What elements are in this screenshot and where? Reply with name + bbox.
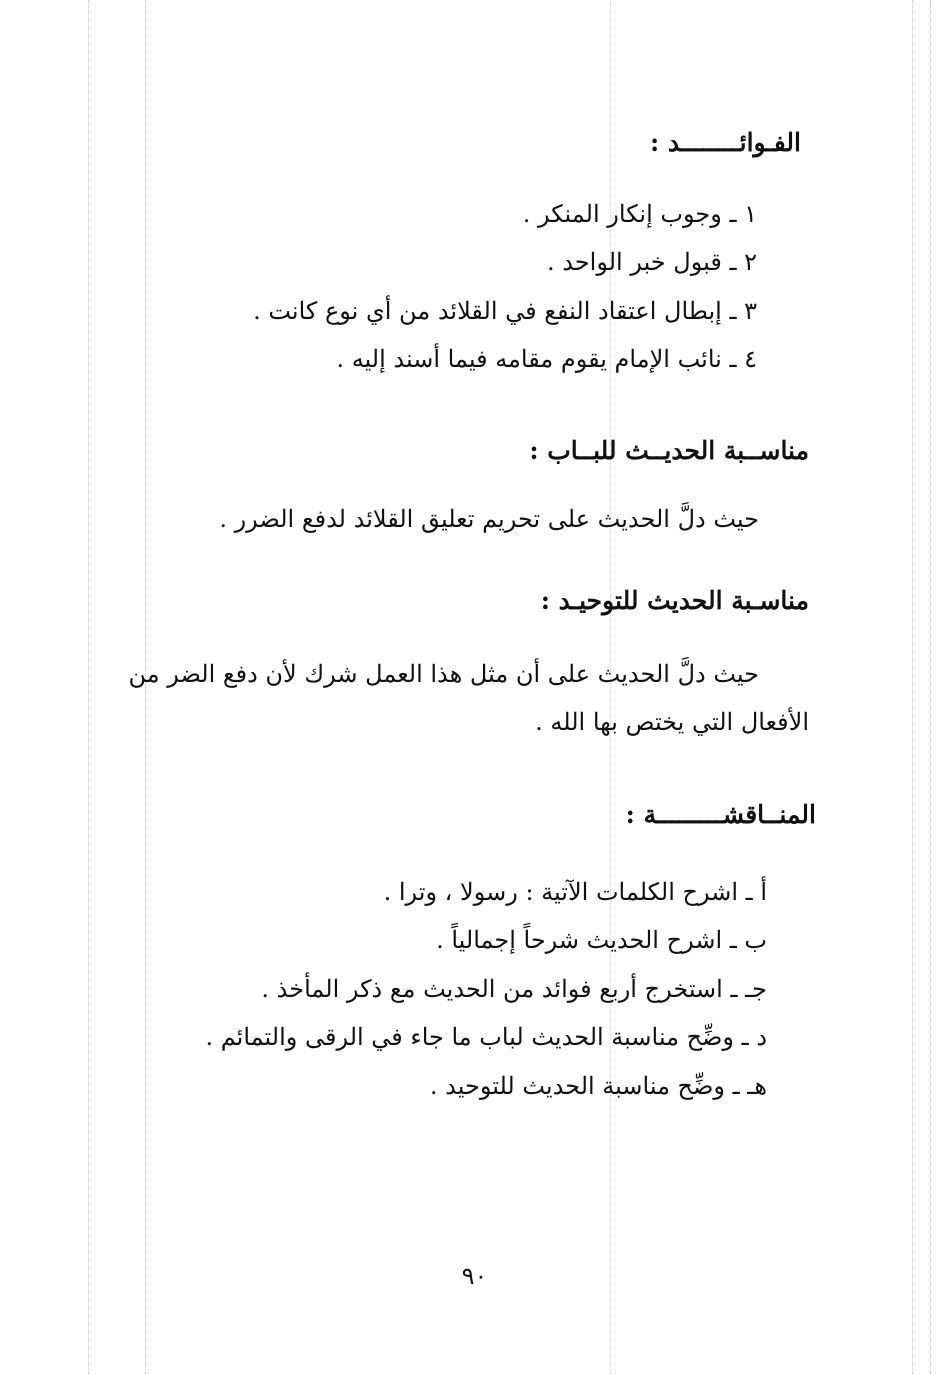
benefit-item: ٤ ـ نائب الإمام يقوم مقامه فيما أسند إليه .: [336, 345, 757, 373]
benefit-item: ٣ ـ إبطال اعتقاد النفع في القلائد من أي نوع كانت .: [253, 297, 757, 325]
tawhid-relevance-heading: مناسـبة الحديث للتوحيـد :: [540, 586, 809, 615]
benefits-heading: الفـوائــــــــد :: [649, 128, 801, 157]
discussion-question: ب ـ اشرح الحديث شرحاً إجمالياً .: [436, 926, 767, 954]
tawhid-relevance-line: حيث دلَّ الحديث على أن مثل هذا العمل شرك لأن دفع الضر من: [128, 660, 759, 688]
benefit-item: ١ ـ وجوب إنكار المنكر .: [522, 200, 757, 228]
page-number: ٩٠: [461, 1262, 488, 1290]
chapter-relevance-heading: مناســبة الحديــث للبــاب :: [529, 436, 809, 465]
discussion-question: أ ـ اشرح الكلمات الآتية : رسولا ، وترا .: [383, 878, 767, 906]
discussion-question: جـ ـ استخرج أربع فوائد من الحديث مع ذكر المأخذ .: [261, 975, 767, 1003]
chapter-relevance-text: حيث دلَّ الحديث على تحريم تعليق القلائد لدفع الضرر .: [219, 505, 759, 533]
discussion-question: هـ ـ وضِّح مناسبة الحديث للتوحيد .: [429, 1072, 767, 1100]
benefit-item: ٢ ـ قبول خبر الواحد .: [546, 248, 757, 276]
tawhid-relevance-line: الأفعال التي يختص بها الله .: [535, 708, 809, 736]
discussion-question: د ـ وضِّح مناسبة الحديث لباب ما جاء في الرقى والتمائم .: [205, 1023, 767, 1051]
discussion-heading: المنــاقشـــــــــة :: [625, 800, 816, 829]
